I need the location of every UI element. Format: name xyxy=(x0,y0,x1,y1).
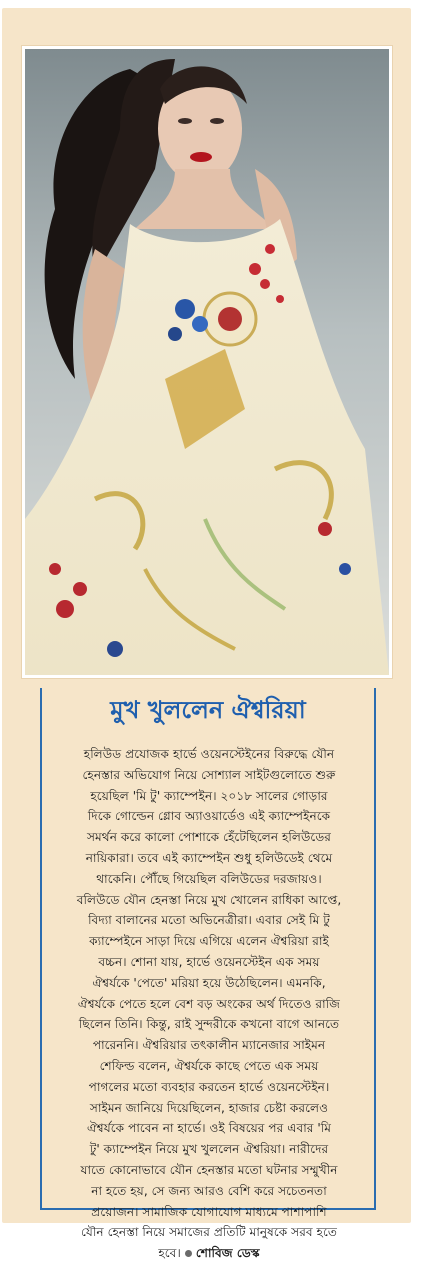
article-line: বচ্চন। শোনা যায়, হার্ভে ওয়েনস্টেইন এক সময় xyxy=(98,954,320,969)
article-line: হেনস্তার অভিযোগ নিয়ে সোশ্যাল সাইটগুলোতে শুরু xyxy=(82,767,336,782)
article-line: পাগলের মতো ব্যবহার করতেন হার্ভে ওয়েনস্টেইন। xyxy=(88,1079,330,1094)
article-line: ঐশ্বর্যকে 'পেতে' মরিয়া হয়ে উঠেছিলেন। এমনকি, xyxy=(92,975,326,990)
article-line: যৌন হেনস্তা নিয়ে সমাজের প্রতিটি মানুষকে সরব হতে xyxy=(80,1225,338,1240)
article-line: ঐশ্বর্যকে পাবেন না হার্ভে। ওই বিষয়ের পর এবার 'মি xyxy=(87,1121,331,1136)
article-line: পারেননি। ঐশ্বরিয়ার তৎকালীন ম্যানেজার সাইমন xyxy=(92,1038,326,1053)
article-line: দিকে গোল্ডেন গ্লোব অ্যাওয়ার্ডেও এই ক্যাম্পেইনকে xyxy=(87,809,331,824)
article-box xyxy=(40,688,376,1261)
article-line: যাতে কোনোভাবে যৌন হেনস্তার মতো ঘটনার সম্মুখীন xyxy=(80,1162,338,1177)
woman-in-embroidered-gown-icon xyxy=(25,49,389,675)
article-line: হয়েছিল 'মি টু' ক্যাম্পেইন। ২০১৮ সালের গোড়ার xyxy=(90,788,328,803)
article-line: সমর্থন করে কালো পোশাকে হেঁটেছিলেন হলিউডের xyxy=(86,830,332,845)
article-line: না হতে হয়, সে জন্য আরও বেশি করে সচেতনতা xyxy=(91,1183,327,1198)
photo xyxy=(25,49,389,675)
article-closing-text: হবে। xyxy=(158,1246,181,1261)
article-line: নায়িকারা। তবে এই ক্যাম্পেইন শুধু হলিউডেই থেমে xyxy=(85,850,333,865)
article-line: টু' ক্যাম্পেইন নিয়ে মুখ খুললেন ঐশ্বরিয়া। নারীদের xyxy=(89,1142,329,1157)
article-line: ঐশ্বর্যকে পেতে হলে বেশ বড় অংকের অর্থ দিতেও রাজি xyxy=(77,996,341,1011)
bullet-icon xyxy=(185,1250,192,1257)
article-line: ক্যাম্পেইনে সাড়া দিয়ে এগিয়ে এলেন ঐশ্বরিয়া রাই xyxy=(89,934,329,949)
article-line: বলিউডে যৌন হেনস্তা নিয়ে মুখ খোলেন রাধিকা আপ্তে, xyxy=(76,892,342,907)
byline: শোবিজ ডেস্ক xyxy=(195,1246,260,1261)
article-body xyxy=(48,744,370,1264)
photo-frame xyxy=(22,46,392,678)
article-line: থাকেনি। পৌঁছে গিয়েছিল বলিউডের দরজায়ও। xyxy=(96,871,322,886)
newspaper-clipping xyxy=(2,8,411,1261)
article-line: হলিউড প্রযোজক হার্ভে ওয়েনস্টেইনের বিরুদ্ধে যৌন xyxy=(83,747,335,761)
article-line: ছিলেন তিনি। কিন্তু, রাই সুন্দরীকে কখনো বাগে আনতে xyxy=(78,1017,340,1032)
article-line: প্রয়োজন। সামাজিক যোগাযোগ মাধ্যমে পাশাপাশি xyxy=(91,1204,327,1219)
article-last-line xyxy=(48,1243,370,1264)
article-line: বিদ্যা বালানের মতো অভিনেত্রীরা। এবার সেই মি টু xyxy=(88,913,330,928)
headline: মুখ খুললেন ঐশ্বরিয়া xyxy=(110,696,306,724)
article-line: সাইমন জানিয়ে দিয়েছিলেন, হাজার চেষ্টা করলেও xyxy=(89,1100,329,1115)
article-line: শেফিল্ড বলেন, ঐশ্বর্যকে কাছে পেতে এক সময় xyxy=(99,1058,319,1073)
